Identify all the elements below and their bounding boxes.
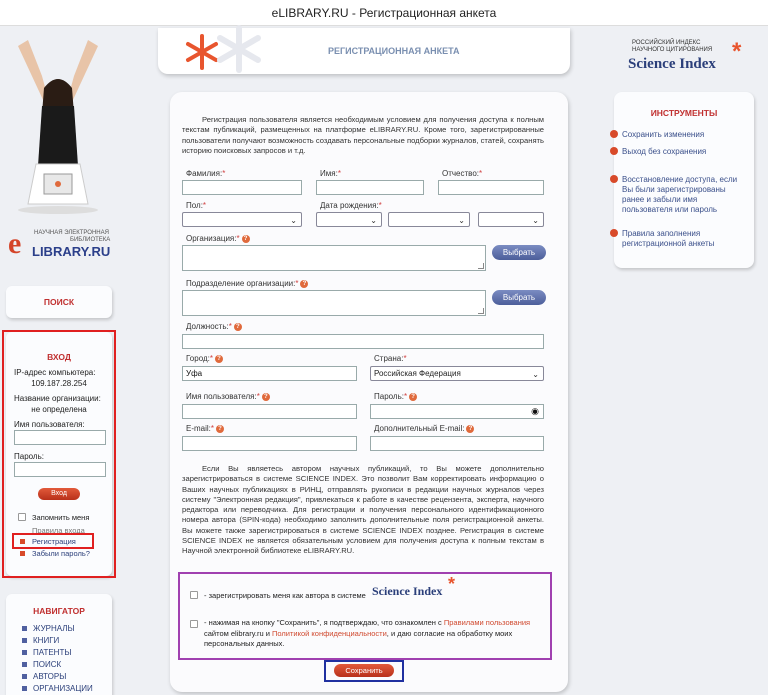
position-label: Должность:* ? <box>186 322 242 331</box>
dept-label-text: Подразделение организации: <box>186 279 296 288</box>
logo-brand: LIBRARY.RU <box>32 244 111 259</box>
navigator-panel <box>6 594 112 695</box>
help-icon[interactable]: ? <box>466 425 474 433</box>
birth-day-select[interactable] <box>316 212 382 227</box>
science-index-inline-logo: Science Index <box>372 584 443 598</box>
chevron-down-icon: ⌄ <box>290 216 297 225</box>
patronymic-label-text: Отчество: <box>442 169 479 178</box>
surname-label-text: Фамилия: <box>186 169 223 178</box>
si-line2: НАУЧНОГО ЦИТИРОВАНИЯ <box>632 47 713 53</box>
nav-label: ЖУРНАЛЫ <box>33 624 75 633</box>
password-field-label: Пароль:* ? <box>374 392 417 401</box>
username-label: Имя пользователя: <box>14 420 85 429</box>
science-index-logo[interactable] <box>628 40 758 80</box>
page-title: РЕГИСТРАЦИОННАЯ АНКЕТА <box>328 46 460 56</box>
nav-item-books[interactable] <box>22 636 59 645</box>
consent-prefix: - нажимая на кнопку "Сохранить", я подтверждаю, что ознакомлен с <box>204 618 444 627</box>
login-title: ВХОД <box>47 352 71 362</box>
bullet-icon <box>22 674 27 679</box>
country-label-text: Страна: <box>374 354 404 363</box>
gender-select[interactable] <box>182 212 302 227</box>
name-input[interactable] <box>316 180 424 195</box>
email2-label <box>374 424 474 433</box>
login-button[interactable]: Вход <box>38 488 80 500</box>
bullet-icon <box>22 686 27 691</box>
chevron-down-icon: ⌄ <box>532 216 539 225</box>
tool-save[interactable] <box>622 130 740 140</box>
surname-label: Фамилия:* <box>186 169 226 178</box>
country-label: Страна:* <box>374 354 407 363</box>
password-field-label-text: Пароль: <box>374 392 404 401</box>
search-panel[interactable] <box>6 286 112 318</box>
si-line1: РОССИЙСКИЙ ИНДЕКС <box>632 40 701 46</box>
nav-label: ОРГАНИЗАЦИИ <box>33 684 93 693</box>
nav-label: АВТОРЫ <box>33 672 67 681</box>
help-icon[interactable]: ? <box>262 393 270 401</box>
nav-label: ПОИСК <box>33 660 62 669</box>
privacy-link[interactable]: Политикой конфиденциальности <box>272 628 387 638</box>
tools-title: ИНСТРУМЕНТЫ <box>650 108 718 118</box>
consent-checkbox[interactable] <box>190 620 198 628</box>
mascot-illustration <box>8 36 108 216</box>
nav-label: КНИГИ <box>33 636 60 645</box>
author-info-text: Если Вы являетесь автором научных публикаций, то Вы можете дополнительно зарегистрироваться в системе SCIENCE INDEX. Это позволит Вам корректировать информацию о Ваших научных публикациях в РИНЦ, отправлять рукописи в редакции научных журналов через систему "Электронная редакция", привлекаться к работе в качестве рецензента, эксперта, научного редактора или переводчика. Для регистрации и получения персонального идентификационного номера автора (SPIN-кода) необходимо заполнить дополнительные поля регистрационной анкеты. Вы можете также зарегистрироваться в системе SCIENCE INDEX позднее. Регистрация в системе SCIENCE INDEX не является обязательным условием для получения доступа к полным текстам в Научной электронной библиотеке eLIBRARY.RU. <box>182 464 544 556</box>
email-label-text: E-mail: <box>186 424 211 433</box>
chevron-down-icon: ⌄ <box>458 216 465 225</box>
help-icon[interactable]: ? <box>242 235 250 243</box>
arrow-right-icon <box>610 175 618 183</box>
username-field-label: Имя пользователя:* ? <box>186 392 270 401</box>
bullet-icon <box>22 638 27 643</box>
position-input[interactable] <box>182 334 544 349</box>
tool-restore-label: Восстановление доступа, если Вы были зарегистрированы ранее и забыли имя пользователя или пароль <box>622 175 738 214</box>
window-title: eLIBRARY.RU - Регистрационная анкета <box>0 0 768 26</box>
nav-item-journals[interactable] <box>22 624 75 633</box>
chevron-down-icon: ⌄ <box>370 216 377 225</box>
science-index-asterisk-icon: * <box>448 574 456 594</box>
consent-text <box>204 618 540 650</box>
tool-rules-label: Правила заполнения регистрационной анкеты <box>622 229 715 248</box>
forgot-link[interactable]: Забыли пароль? <box>32 549 90 558</box>
nav-item-patents[interactable] <box>22 648 71 657</box>
intro-text: Регистрация пользователя является необходимым условием для получения доступа к полным текстам публикаций, размещенных на платформе eLIBRARY.RU. Кроме того, зарегистрированные пользователи получают возможность создавать персональные подборки журналов, статей, сохранять историю поисковых запросов и т.д. <box>182 115 544 155</box>
position-label-text: Должность: <box>186 322 229 331</box>
username-field-label-text: Имя пользователя: <box>186 392 257 401</box>
logo-e: e <box>8 227 22 260</box>
arrow-right-icon <box>610 130 618 138</box>
org-field-label-text: Организация: <box>186 234 237 243</box>
birth-year-select[interactable] <box>478 212 544 227</box>
remember-label: Запомнить меня <box>32 513 90 522</box>
country-value: Российская Федерация <box>374 369 461 378</box>
email2-label-text: Дополнительный E-mail: <box>374 424 465 433</box>
dept-label: Подразделение организации:* ? <box>186 279 308 288</box>
nav-label: ПАТЕНТЫ <box>33 648 72 657</box>
patronymic-input[interactable] <box>438 180 544 195</box>
header-panel <box>158 28 570 74</box>
bullet-icon <box>22 650 27 655</box>
tool-rules[interactable] <box>622 229 740 249</box>
chevron-down-icon: ⌄ <box>532 370 539 379</box>
org-value: не определена <box>31 405 87 414</box>
org-label: Название организации: <box>14 394 101 403</box>
username-input[interactable] <box>182 404 357 419</box>
choose-organization-button[interactable]: Выбрать <box>492 245 546 260</box>
country-select[interactable] <box>370 366 544 381</box>
consent-mid: сайтом elibrary.ru и <box>204 628 273 638</box>
register-author-label: - зарегистрировать меня как автора в системе <box>204 591 366 600</box>
search-link[interactable]: ПОИСК <box>43 297 75 307</box>
name-label-text: Имя: <box>320 169 338 178</box>
city-label-text: Город: <box>186 354 210 363</box>
bullet-icon <box>22 662 27 667</box>
bullet-icon <box>22 626 27 631</box>
register-author-checkbox[interactable] <box>190 591 198 599</box>
tool-restore[interactable] <box>622 175 740 215</box>
help-icon[interactable]: ? <box>215 355 223 363</box>
email-label: E-mail:* ? <box>186 424 224 433</box>
info-icon <box>610 229 618 237</box>
gender-label: Пол:* <box>186 201 207 210</box>
email-input[interactable] <box>182 436 357 451</box>
help-icon[interactable]: ? <box>216 425 224 433</box>
email2-input[interactable] <box>370 436 544 451</box>
ip-label: IP-адрес компьютера: <box>14 368 96 377</box>
help-icon[interactable]: ? <box>409 393 417 401</box>
password-input[interactable] <box>370 404 544 419</box>
birth-month-select[interactable] <box>388 212 470 227</box>
birthdate-label: Дата рождения:* <box>320 201 382 210</box>
register-link[interactable]: Регистрация <box>32 537 76 546</box>
register-highlight <box>12 533 94 549</box>
arrow-right-icon <box>610 147 618 155</box>
organization-input[interactable] <box>182 245 486 271</box>
password-label: Пароль: <box>14 452 44 461</box>
gender-label-text: Пол: <box>186 201 203 210</box>
city-label: Город:* ? <box>186 354 223 363</box>
rules-link[interactable]: Правилами пользования <box>443 618 531 627</box>
tool-exit-label: Выход без сохранения <box>622 147 707 156</box>
birthdate-label-text: Дата рождения: <box>320 201 379 210</box>
nav-item-authors[interactable] <box>22 672 66 681</box>
nav-item-search[interactable] <box>22 660 61 669</box>
ip-value: 109.187.28.254 <box>31 379 87 388</box>
navigator-title: НАВИГАТОР <box>33 606 85 616</box>
surname-input[interactable] <box>182 180 302 195</box>
nav-item-organizations[interactable] <box>22 684 93 693</box>
eye-icon[interactable]: ◉ <box>531 406 539 416</box>
si-asterisk-icon: * <box>732 38 742 65</box>
city-input[interactable]: Уфа <box>182 366 357 381</box>
asterisk-ghost-icon <box>214 24 264 74</box>
save-button[interactable]: Сохранить <box>334 664 394 677</box>
tool-save-label: Сохранить изменения <box>622 130 705 139</box>
help-icon[interactable]: ? <box>234 323 242 331</box>
elibrary-logo[interactable] <box>8 228 112 262</box>
logo-line1: НАУЧНАЯ ЭЛЕКТРОННАЯ <box>34 230 109 236</box>
login-rules-link[interactable]: Правила входа <box>32 526 85 535</box>
name-label: Имя:* <box>320 169 341 178</box>
consent-suffix: , и даю согласие на обработку моих персональных данных. <box>204 628 513 648</box>
department-input[interactable] <box>182 290 486 316</box>
tool-exit[interactable] <box>622 147 740 157</box>
org-field-label: Организация:* ? <box>186 234 250 243</box>
choose-department-button[interactable]: Выбрать <box>492 290 546 305</box>
patronymic-label: Отчество:* <box>442 169 483 178</box>
logo-line2: БИБЛИОТЕКА <box>70 237 111 243</box>
si-brand: Science Index <box>628 56 716 72</box>
help-icon[interactable]: ? <box>300 280 308 288</box>
